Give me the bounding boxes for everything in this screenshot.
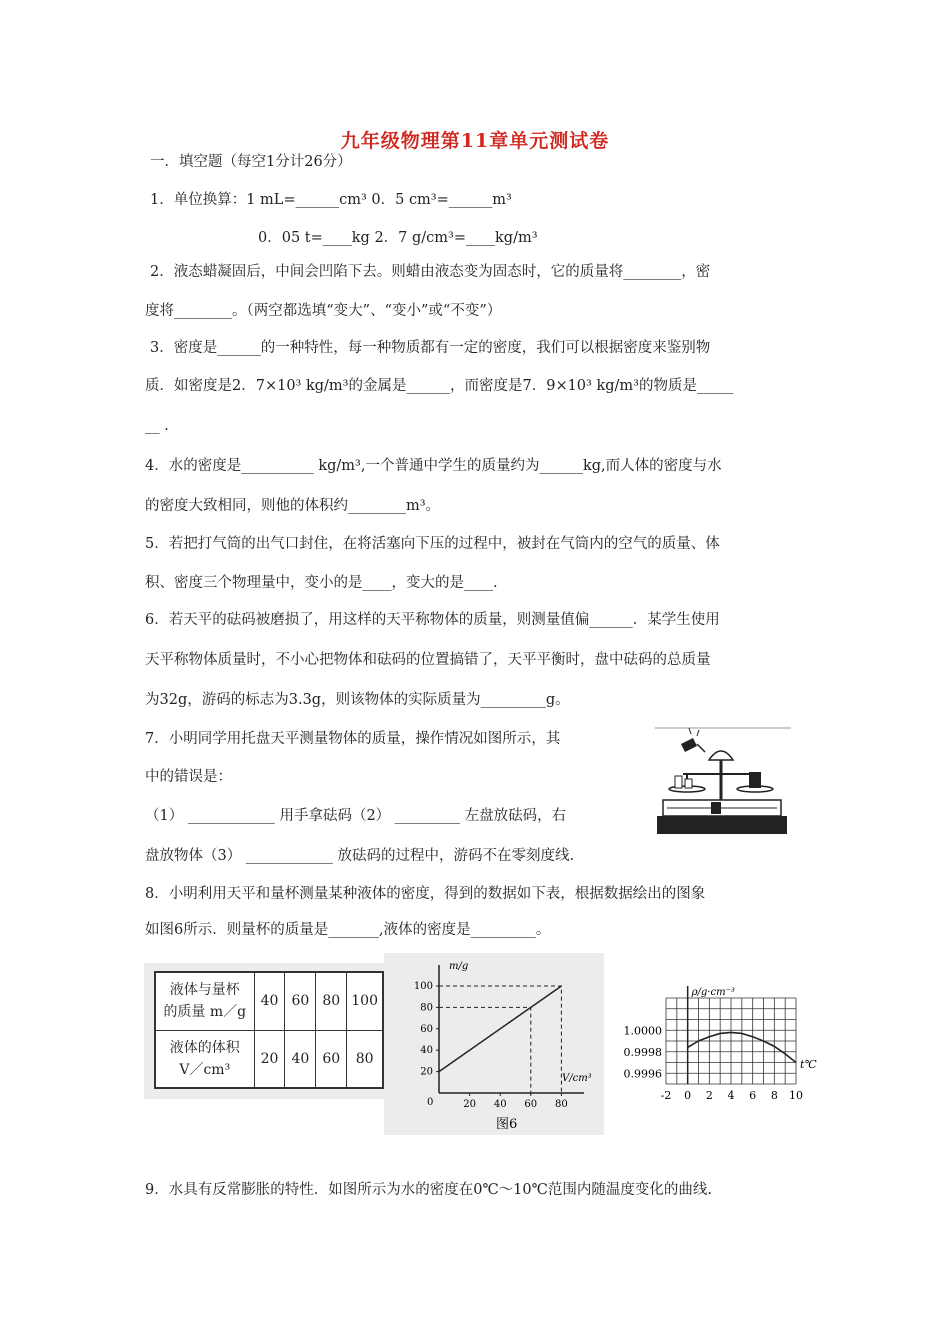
y-tick-label: 40 xyxy=(420,1045,433,1057)
table-cell: 100 xyxy=(347,972,383,1030)
text-line: 的密度大致相同，则他的体积约________m³。 xyxy=(145,498,441,514)
table-cell: 60 xyxy=(316,1030,347,1088)
text-line: 如图6所示．则量杯的质量是_______,液体的密度是_________。 xyxy=(145,922,551,938)
text-line: 6．若天平的砝码被磨损了，用这样的天平称物体的质量，则测量值偏______．某学生使用 xyxy=(145,612,720,628)
y-tick-label: 0.9998 xyxy=(623,1045,662,1059)
table-cell: 40 xyxy=(254,972,285,1030)
water-density-chart xyxy=(606,984,832,1104)
text-line: 为32g，游码的标志为3.3g，则该物体的实际质量为_________g。 xyxy=(145,692,570,708)
text-line: 度将________。（两空都选填“变大”、“变小”或“不变”） xyxy=(145,303,502,319)
figure-caption: 图6 xyxy=(496,1117,518,1132)
figure-6-panel xyxy=(384,953,604,1135)
table-panel xyxy=(144,963,384,1099)
y-axis-label: ρ/g·cm⁻³ xyxy=(691,987,735,998)
text-line: 1．单位换算：1 mL=______cm³ 0．5 cm³=______m³ xyxy=(150,192,512,208)
x-tick-label: 6 xyxy=(749,1089,757,1102)
table-cell: 60 xyxy=(285,972,316,1030)
x-axis-label: V/cm³ xyxy=(562,1073,592,1084)
x-tick-label: 60 xyxy=(524,1099,538,1110)
table-cell: 80 xyxy=(316,972,347,1030)
x-tick-label: 8 xyxy=(770,1089,778,1102)
dashed-guide xyxy=(439,986,561,1093)
y-tick-label: 1.0000 xyxy=(623,1024,662,1038)
y-tick-label: 60 xyxy=(420,1023,433,1035)
data-table xyxy=(154,971,384,1089)
x-tick-label: 40 xyxy=(493,1099,507,1110)
text-line: 0．05 t=____kg 2．7 g/cm³=____kg/m³ xyxy=(258,230,538,246)
table-cell: 20 xyxy=(254,1030,285,1088)
x-tick-label: 10 xyxy=(789,1089,803,1102)
text-line: 天平称物体质量时，不小心把物体和砝码的位置搞错了，天平平衡时，盘中砝码的总质量 xyxy=(145,652,711,668)
x-tick-label: 80 xyxy=(555,1099,568,1110)
data-line xyxy=(439,986,561,1072)
dashed-guide xyxy=(439,1007,531,1093)
balance-figure xyxy=(653,726,793,838)
row1-label: 液体与量杯 的质量 m／g xyxy=(155,972,254,1030)
y-tick-label: 80 xyxy=(420,1002,433,1014)
text-line: （1） ____________ 用手拿砝码（2） _________ 左盘放砝码，右 xyxy=(145,808,567,824)
text-line: 8．小明利用天平和量杯测量某种液体的密度，得到的数据如下表，根据数据绘出的图象 xyxy=(145,886,706,902)
x-axis-label: t℃ xyxy=(800,1058,817,1071)
y-tick-label: 0.9996 xyxy=(623,1067,662,1081)
text-line: 3．密度是______的一种特性，每一种物质都有一定的密度，我们可以根据密度来鉴别物 xyxy=(150,340,711,356)
x-tick-label: 0 xyxy=(684,1089,692,1102)
text-line: 7．小明同学用托盘天平测量物体的质量，操作情况如图所示，其 xyxy=(145,731,561,747)
text-line: 积、密度三个物理量中，变小的是____，变大的是____. xyxy=(145,575,498,591)
text-line: 中的错误是： xyxy=(145,769,232,785)
table-cell: 80 xyxy=(347,1030,383,1088)
page-title: 九年级物理第11章单元测试卷 xyxy=(340,130,610,152)
text-line: __ . xyxy=(145,418,169,434)
text-line: 4．水的密度是__________ kg/m³,一个普通中学生的质量约为______kg,而人体的密度与水 xyxy=(145,458,722,474)
text-line: 2．液态蜡凝固后，中间会凹陷下去。则蜡由液态变为固态时，它的质量将________，密 xyxy=(150,264,711,280)
y-axis-label: m/g xyxy=(449,961,469,972)
text-line: 一．填空题（每空1分计26分） xyxy=(150,154,352,170)
text-line: 5．若把打气筒的出气口封住，在将活塞向下压的过程中，被封在气筒内的空气的质量、体 xyxy=(145,536,720,552)
density-chart-panel xyxy=(606,984,832,1104)
mass-volume-chart xyxy=(384,953,604,1135)
y-tick-label: 20 xyxy=(420,1066,433,1078)
table-cell: 40 xyxy=(285,1030,316,1088)
text-line: 9．水具有反常膨胀的特性．如图所示为水的密度在0℃～10℃范围内随温度变化的曲线. xyxy=(145,1182,712,1198)
origin-label: 0 xyxy=(427,1097,434,1108)
text-line: 盘放物体（3） ____________ 放砝码的过程中，游码不在零刻度线. xyxy=(145,848,575,864)
y-tick-label: 100 xyxy=(413,981,433,992)
text-line: 质．如密度是2．7×10³ kg/m³的金属是______，而密度是7．9×10³ kg/m³的物质是_____ xyxy=(145,378,734,394)
x-tick-label: 2 xyxy=(705,1089,713,1102)
row2-label: 液体的体积 V／cm³ xyxy=(155,1030,254,1088)
x-tick-label: -2 xyxy=(660,1089,672,1102)
balance-base xyxy=(657,816,787,834)
x-tick-label: 20 xyxy=(463,1099,476,1110)
x-tick-label: 4 xyxy=(727,1089,735,1102)
